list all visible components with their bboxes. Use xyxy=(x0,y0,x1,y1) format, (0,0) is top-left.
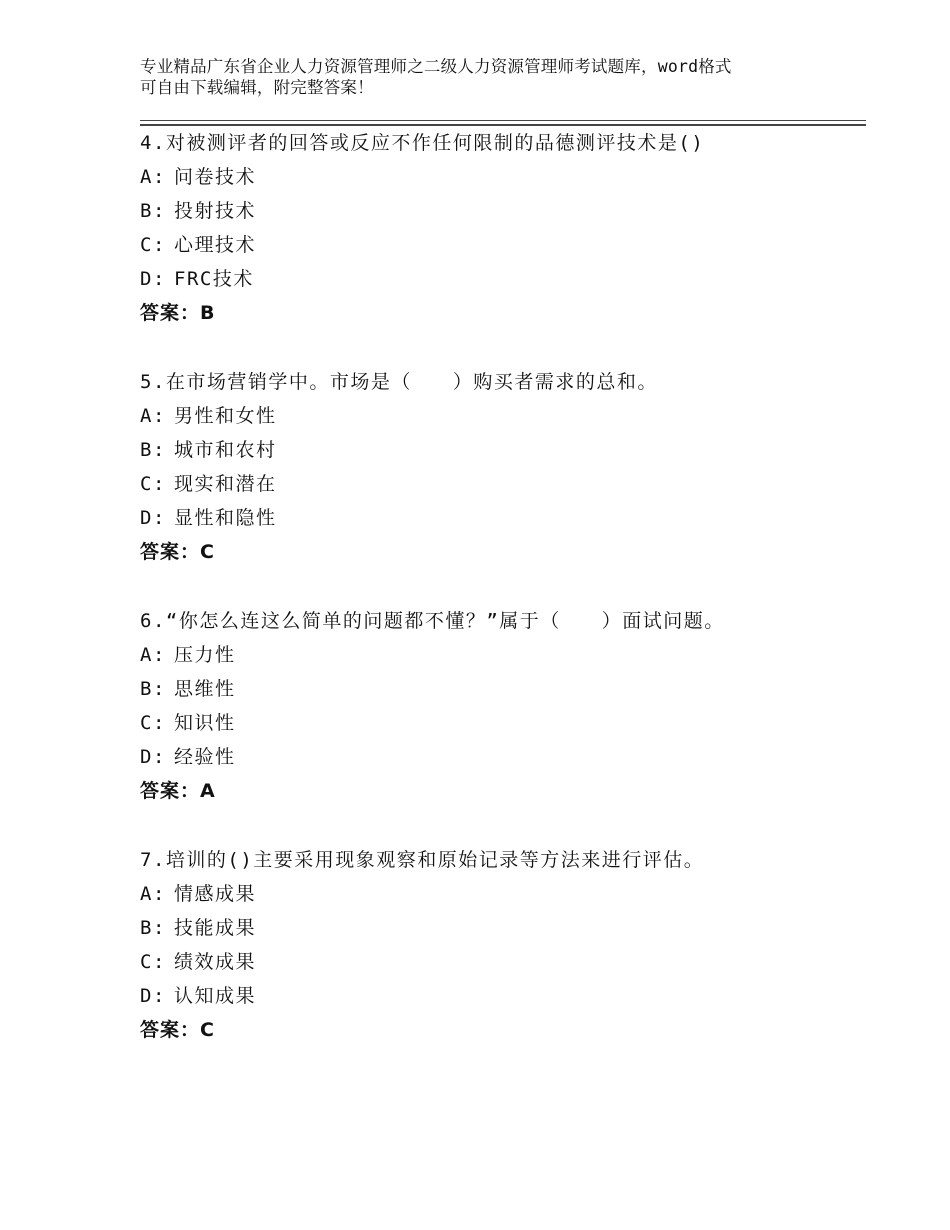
option-d xyxy=(140,979,860,1013)
option-c xyxy=(140,228,860,262)
option-key: D: xyxy=(140,985,166,1007)
option-a xyxy=(140,877,860,911)
option-key: C: xyxy=(140,234,166,256)
option-text: 知识性 xyxy=(174,712,236,734)
option-key: C: xyxy=(140,951,166,973)
option-text: 绩效成果 xyxy=(174,951,257,973)
option-d xyxy=(140,262,860,296)
option-text: 城市和农村 xyxy=(174,439,277,461)
option-key: B: xyxy=(140,678,166,700)
option-key: B: xyxy=(140,917,166,939)
option-c xyxy=(140,706,860,740)
option-text: 压力性 xyxy=(174,644,236,666)
option-text: 经验性 xyxy=(174,746,236,768)
header-divider-thin xyxy=(140,120,866,121)
option-key: C: xyxy=(140,712,166,734)
option-key: A: xyxy=(140,405,166,427)
option-key: A: xyxy=(140,166,166,188)
answer-line: 答案：C xyxy=(140,541,215,563)
question-stem: 4.对被测评者的回答或反应不作任何限制的品德测评技术是() xyxy=(140,132,705,154)
option-c xyxy=(140,467,860,501)
option-key: B: xyxy=(140,200,166,222)
option-text: 思维性 xyxy=(174,678,236,700)
answer-line: 答案：A xyxy=(140,780,216,802)
question-block xyxy=(140,126,860,330)
option-b xyxy=(140,433,860,467)
answer-line: 答案：B xyxy=(140,302,216,324)
option-b xyxy=(140,194,860,228)
option-text: 心理技术 xyxy=(174,234,257,256)
option-key: D: xyxy=(140,268,166,290)
option-key: D: xyxy=(140,507,166,529)
option-d xyxy=(140,501,860,535)
option-c xyxy=(140,945,860,979)
page-header xyxy=(140,56,840,98)
option-text: 显性和隐性 xyxy=(174,507,277,529)
question-block xyxy=(140,604,860,808)
question-stem: 5.在市场营销学中。市场是（ ）购买者需求的总和。 xyxy=(140,371,658,393)
option-a xyxy=(140,160,860,194)
option-d xyxy=(140,740,860,774)
header-line-1: 专业精品广东省企业人力资源管理师之二级人力资源管理师考试题库，word格式 xyxy=(140,57,732,76)
header-line-2: 可自由下载编辑，附完整答案！ xyxy=(140,78,374,97)
question-block xyxy=(140,843,860,1047)
option-b xyxy=(140,672,860,706)
question-stem: 6.“你怎么连这么简单的问题都不懂？”属于（ ）面试问题。 xyxy=(140,610,725,632)
option-text: 问卷技术 xyxy=(174,166,257,188)
option-a xyxy=(140,399,860,433)
option-key: D: xyxy=(140,746,166,768)
option-text: 情感成果 xyxy=(174,883,257,905)
option-key: A: xyxy=(140,644,166,666)
option-b xyxy=(140,911,860,945)
option-key: B: xyxy=(140,439,166,461)
option-text: FRC技术 xyxy=(174,268,254,290)
answer-line: 答案：C xyxy=(140,1019,215,1041)
option-text: 技能成果 xyxy=(174,917,257,939)
option-text: 男性和女性 xyxy=(174,405,277,427)
option-text: 投射技术 xyxy=(174,200,257,222)
option-text: 现实和潜在 xyxy=(174,473,277,495)
option-key: C: xyxy=(140,473,166,495)
option-key: A: xyxy=(140,883,166,905)
question-block xyxy=(140,365,860,569)
option-text: 认知成果 xyxy=(174,985,257,1007)
question-stem: 7.培训的()主要采用现象观察和原始记录等方法来进行评估。 xyxy=(140,849,705,871)
option-a xyxy=(140,638,860,672)
